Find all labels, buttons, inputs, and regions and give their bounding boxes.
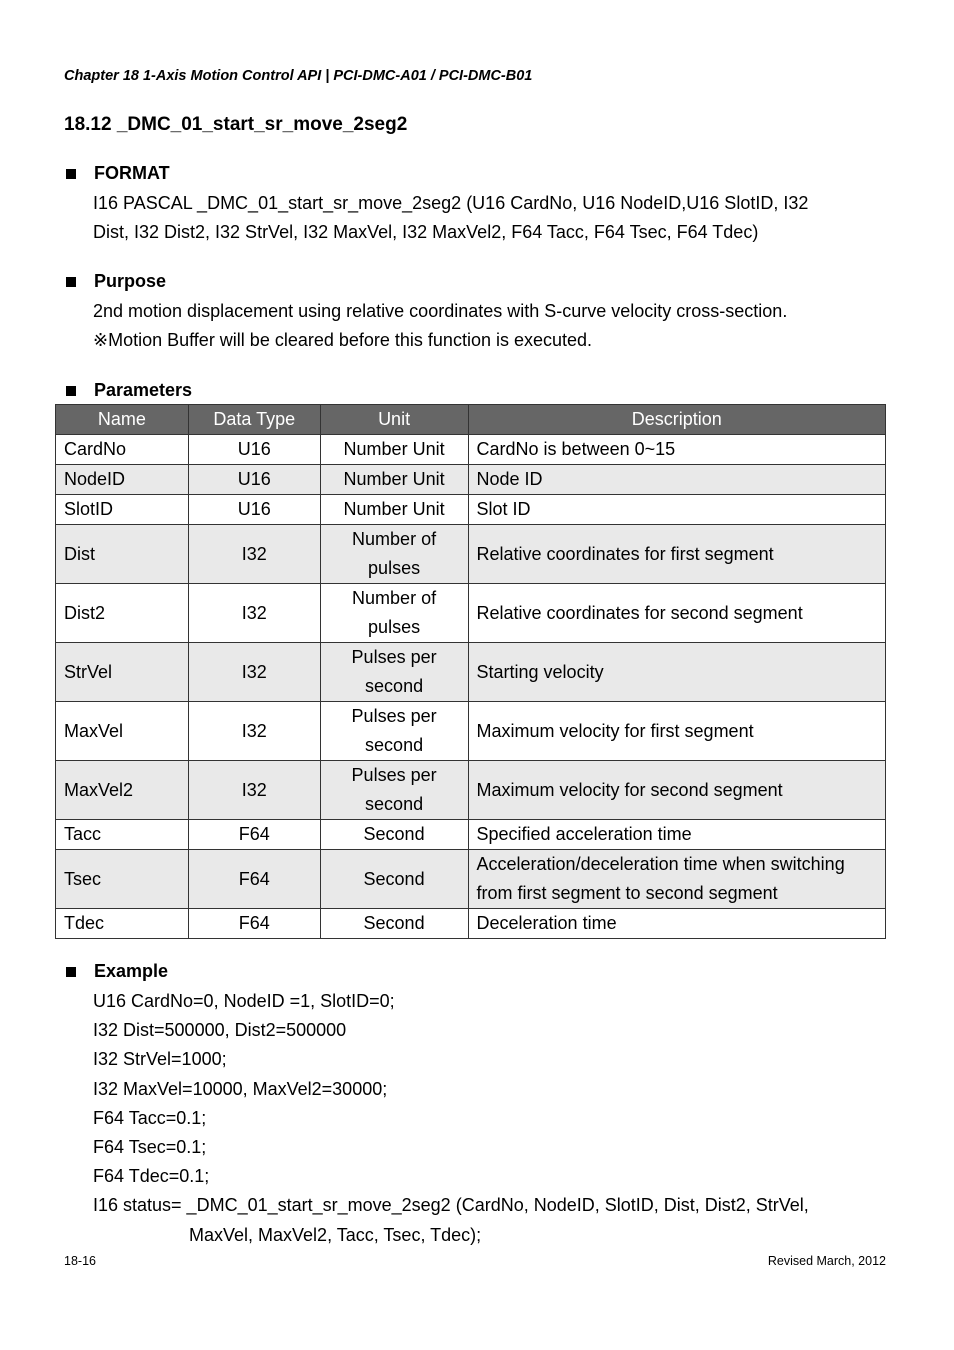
param-type: I32 bbox=[188, 525, 320, 584]
bullet-square-icon bbox=[66, 277, 76, 287]
param-type: F64 bbox=[188, 850, 320, 909]
param-type: I32 bbox=[188, 584, 320, 643]
param-description: Node ID bbox=[468, 465, 885, 495]
example-line: I32 Dist=500000, Dist2=500000 bbox=[93, 1020, 347, 1041]
section-title: 18.12 _DMC_01_start_sr_move_2seg2 bbox=[64, 114, 408, 135]
table-row bbox=[56, 495, 886, 525]
param-type: I32 bbox=[188, 702, 320, 761]
purpose-line-1: 2nd motion displacement using relative coordinates with S-curve velocity cross-section. bbox=[93, 301, 788, 321]
param-type: F64 bbox=[188, 820, 320, 850]
example-code bbox=[93, 987, 893, 1250]
param-unit: Second bbox=[320, 850, 468, 909]
bullet-square-icon bbox=[66, 967, 76, 977]
param-description: Slot ID bbox=[468, 495, 885, 525]
table-row bbox=[56, 584, 886, 643]
table-header-row bbox=[56, 405, 886, 435]
purpose-text bbox=[93, 297, 883, 354]
purpose-heading-label: Purpose bbox=[94, 271, 167, 291]
example-line: U16 CardNo=0, NodeID =1, SlotID=0; bbox=[93, 991, 395, 1011]
example-line: F64 Tsec=0.1; bbox=[93, 1137, 207, 1158]
param-unit: Second bbox=[320, 820, 468, 850]
example-line: I32 StrVel=1000; bbox=[93, 1049, 227, 1070]
param-description: Acceleration/deceleration time when switching from first segment to second segment bbox=[468, 850, 885, 909]
table-row bbox=[56, 820, 886, 850]
table-row bbox=[56, 465, 886, 495]
param-name: MaxVel2 bbox=[56, 761, 189, 820]
purpose-heading bbox=[64, 271, 166, 292]
table-row bbox=[56, 643, 886, 702]
param-name: CardNo bbox=[56, 435, 189, 465]
column-header-name: Name bbox=[56, 405, 189, 435]
param-name: MaxVel bbox=[56, 702, 189, 761]
param-name: NodeID bbox=[56, 465, 189, 495]
param-unit: Number Unit bbox=[320, 465, 468, 495]
param-unit: Number of pulses bbox=[320, 525, 468, 584]
table-row bbox=[56, 850, 886, 909]
param-type: I32 bbox=[188, 643, 320, 702]
example-line-continuation: MaxVel, MaxVel2, Tacc, Tsec, Tdec); bbox=[189, 1224, 482, 1245]
column-header-unit: Unit bbox=[320, 405, 468, 435]
table-row bbox=[56, 525, 886, 584]
table-row bbox=[56, 435, 886, 465]
format-text bbox=[93, 189, 883, 246]
param-type: U16 bbox=[188, 465, 320, 495]
table-row bbox=[56, 909, 886, 939]
param-name: Tdec bbox=[56, 909, 189, 939]
column-header-data-type: Data Type bbox=[188, 405, 320, 435]
parameters-table bbox=[55, 404, 886, 939]
example-heading-label: Example bbox=[94, 961, 169, 981]
param-unit: Pulses per second bbox=[320, 702, 468, 761]
param-unit: Number of pulses bbox=[320, 584, 468, 643]
param-description: Maximum velocity for second segment bbox=[468, 761, 885, 820]
example-heading bbox=[64, 961, 168, 982]
format-line-2: Dist, I32 Dist2, I32 StrVel, I32 MaxVel, I32 MaxVel2, F64 Tacc, F64 Tsec, F64 Tdec) bbox=[93, 221, 759, 242]
param-type: U16 bbox=[188, 435, 320, 465]
param-type: U16 bbox=[188, 495, 320, 525]
column-header-description: Description bbox=[468, 405, 885, 435]
param-name: Tacc bbox=[56, 820, 189, 850]
revision-date: Revised March, 2012 bbox=[767, 1254, 886, 1268]
param-unit: Pulses per second bbox=[320, 643, 468, 702]
format-heading-label: FORMAT bbox=[94, 163, 170, 183]
param-description: Maximum velocity for first segment bbox=[468, 702, 885, 761]
example-line: I16 status= _DMC_01_start_sr_move_2seg2 (CardNo, NodeID, SlotID, Dist, Dist2, StrVel, bbox=[93, 1195, 809, 1216]
param-description: Deceleration time bbox=[468, 909, 885, 939]
param-type: I32 bbox=[188, 761, 320, 820]
bullet-square-icon bbox=[66, 169, 76, 179]
example-line: F64 Tdec=0.1; bbox=[93, 1166, 210, 1187]
table-row bbox=[56, 761, 886, 820]
parameters-heading-label: Parameters bbox=[94, 380, 193, 400]
bullet-square-icon bbox=[66, 386, 76, 396]
param-name: Dist bbox=[56, 525, 189, 584]
param-name: Dist2 bbox=[56, 584, 189, 643]
param-description: Starting velocity bbox=[468, 643, 885, 702]
format-heading bbox=[64, 163, 170, 184]
param-description: Relative coordinates for first segment bbox=[468, 525, 885, 584]
example-line: F64 Tacc=0.1; bbox=[93, 1107, 207, 1128]
parameters-heading bbox=[64, 380, 192, 401]
param-unit: Number Unit bbox=[320, 495, 468, 525]
table-row bbox=[56, 702, 886, 761]
param-unit: Second bbox=[320, 909, 468, 939]
param-name: StrVel bbox=[56, 643, 189, 702]
chapter-header: Chapter 18 1-Axis Motion Control API | PCI-DMC-A01 / PCI-DMC-B01 bbox=[64, 68, 533, 84]
param-unit: Pulses per second bbox=[320, 761, 468, 820]
param-name: SlotID bbox=[56, 495, 189, 525]
page-number: 18-16 bbox=[64, 1254, 96, 1268]
param-description: Specified acceleration time bbox=[468, 820, 885, 850]
param-name: Tsec bbox=[56, 850, 189, 909]
param-type: F64 bbox=[188, 909, 320, 939]
purpose-line-2: ※Motion Buffer will be cleared before this function is executed. bbox=[93, 329, 593, 350]
param-description: Relative coordinates for second segment bbox=[468, 584, 885, 643]
example-line: I32 MaxVel=10000, MaxVel2=30000; bbox=[93, 1078, 388, 1099]
format-line-1: I16 PASCAL _DMC_01_start_sr_move_2seg2 (U16 CardNo, U16 NodeID,U16 SlotID, I32 bbox=[93, 193, 809, 213]
param-unit: Number Unit bbox=[320, 435, 468, 465]
param-description: CardNo is between 0~15 bbox=[468, 435, 885, 465]
